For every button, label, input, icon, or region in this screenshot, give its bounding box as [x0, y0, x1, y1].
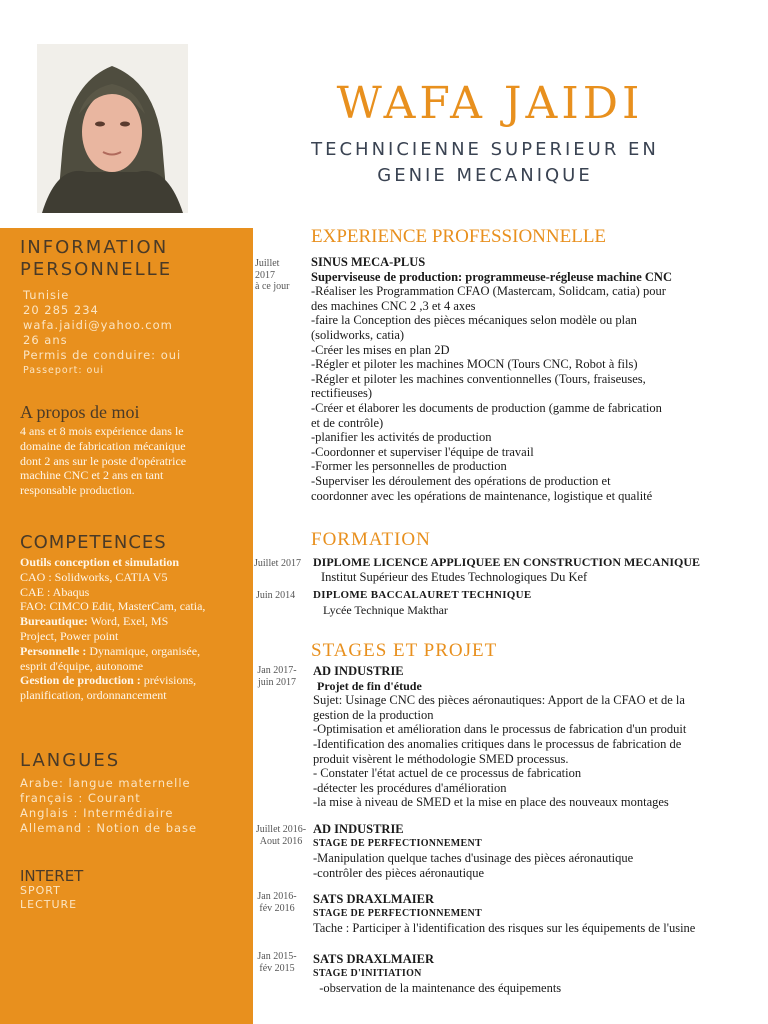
task-line: -Manipulation quelque taches d'usinage des pièces aéronautique [313, 851, 634, 866]
task-line: -Superviser les déroulement des opérations de production et [311, 473, 611, 488]
task-line: -faire la Conception des pièces mécaniques selon modèle ou plan [311, 313, 637, 328]
info-passport: Passeport: oui [23, 365, 105, 376]
task-line: gestion de la production [313, 707, 434, 722]
date-line: Aout 2016 [259, 835, 303, 847]
stage-2-date [252, 824, 310, 847]
profile-photo [37, 44, 188, 213]
job-title-line-2: GENIE MECANIQUE [377, 165, 593, 186]
interest-item: SPORT [20, 884, 61, 897]
stage-4-date [252, 951, 302, 974]
formation-entry-1 [313, 555, 700, 584]
task-line: des machines CNC 2 ,3 et 4 axes [311, 298, 476, 313]
languages-heading: LANGUES [20, 750, 121, 771]
date-line: juin 2017 [257, 676, 297, 688]
date-line: Jan 2015- [257, 951, 297, 962]
date-line: à ce jour [255, 281, 290, 292]
languages-list [20, 776, 197, 836]
task-line: -Coordonner et superviser l'équipe de travail [311, 444, 534, 459]
task-line: Sujet: Usinage CNC des pièces aéronautiques: Apport de la CFAO et de la [313, 693, 685, 708]
company-name: SATS DRAXLMAIER [313, 892, 434, 906]
job-role: Projet de fin d'étude [317, 678, 422, 693]
company-name: SINUS MECA-PLUS [311, 255, 426, 269]
experience-entry [311, 255, 672, 503]
candidate-name: WAFA JAIDI [336, 78, 644, 129]
skill-category: Gestion de production : [20, 673, 141, 688]
interest-item: LECTURE [20, 898, 78, 911]
info-heading [20, 237, 172, 281]
language-item: Anglais : Intermédiaire [20, 806, 174, 820]
stage-4-entry [313, 952, 561, 996]
personal-info [23, 288, 181, 378]
job-role: STAGE DE PERFECTIONNEMENT [313, 907, 483, 919]
about-text [20, 424, 186, 498]
task-line: et de contrôle) [311, 415, 384, 430]
task-line: -détecter les procédures d'amélioration [313, 780, 507, 795]
info-country: Tunisie [23, 288, 70, 302]
task-line: -Identification des anomalies critiques dans le processus de fabrication de [313, 736, 682, 751]
info-license: Permis de conduire: oui [23, 348, 182, 362]
task-line: -observation de la maintenance des équipements [313, 981, 562, 996]
job-role: STAGE DE PERFECTIONNEMENT [313, 837, 483, 849]
formation-date-2: Juin 2014 [256, 590, 296, 601]
task-line: -Former les personnelles de production [311, 459, 507, 474]
about-line: dont 2 ans sur le poste d'opératrice [20, 453, 187, 468]
skill-item: planification, ordonnancement [20, 688, 167, 703]
experience-heading: EXPERIENCE PROFESSIONNELLE [311, 226, 607, 247]
stage-3-date [252, 891, 302, 914]
info-heading-line-1: INFORMATION [20, 237, 169, 258]
degree-name: DIPLOME BACCALAURET TECHNIQUE [313, 589, 532, 601]
skills-list [20, 555, 205, 703]
job-role: STAGE D'INITIATION [313, 967, 422, 979]
skill-category: Bureautique: [20, 614, 88, 629]
stage-2-entry [313, 822, 633, 880]
task-line: coordonner avec les opérations de maintenance, logistique et qualité [311, 488, 653, 503]
task-line: -planifier les activités de production [311, 430, 492, 445]
date-line: Juillet 2016- [255, 824, 307, 835]
task-line: -Réaliser les Programmation CFAO (Mastercam, Solidcam, catia) pour [311, 284, 666, 299]
task-line: produit visèrent le méthodologie SMED processus. [313, 751, 569, 766]
task-line: -Régler et piloter les machines MOCN (Tours CNC, Robot à fils) [311, 357, 638, 372]
company-name: AD INDUSTRIE [313, 822, 404, 836]
date-line: Jan 2016- [257, 891, 297, 902]
task-line: -Créer les mises en plan 2D [311, 342, 450, 357]
skills-heading: COMPETENCES [20, 532, 167, 553]
task-line: (solidworks, catia) [311, 327, 405, 342]
stage-1-date [252, 665, 302, 688]
formation-heading: FORMATION [311, 529, 431, 550]
job-role: Superviseuse de production: programmeuse-régleuse machine CNC [311, 269, 672, 284]
task-line: -Régler et piloter les machines conventionnelles (Tours, fraiseuses, [311, 371, 646, 386]
skill-item: Project, Power point [20, 628, 119, 643]
language-item: Arabe: langue maternelle [20, 776, 191, 790]
task-line: -contrôler des pièces aéronautique [313, 865, 485, 880]
skill-item: prévisions, [140, 673, 197, 688]
task-line: - Constater l'état actuel de ce processus de fabrication [313, 766, 582, 781]
info-email: wafa.jaidi@yahoo.com [23, 318, 173, 332]
job-title-line-1: TECHNICIENNE SUPERIEUR EN [311, 139, 659, 160]
about-line: domaine de fabrication mécanique [20, 438, 186, 453]
date-line: fév 2015 [259, 962, 295, 974]
task-line: -Optimisation et amélioration dans le processus de fabrication d'un produit [313, 722, 687, 737]
portrait-image [37, 44, 188, 213]
degree-name: DIPLOME LICENCE APPLIQUEE EN CONSTRUCTION MECANIQUE [313, 555, 701, 569]
skill-item: Dynamique, organisée, [86, 643, 201, 658]
experience-date [255, 258, 305, 293]
language-item: Allemand : Notion de base [20, 821, 198, 835]
interests-heading: INTERET [20, 867, 84, 885]
about-line: machine CNC et 2 ans en tant [20, 468, 164, 483]
task-line: Tache : Participer à l'identification des risques sur les équipements de l'usine [313, 921, 696, 936]
language-item: français : Courant [20, 791, 141, 805]
date-line: Juillet [255, 258, 280, 269]
skill-item: CAO : Solidworks, CATIA V5 [20, 569, 168, 584]
info-age: 26 ans [23, 333, 68, 347]
task-line: -la mise à niveau de SMED et la mise en place des nouveaux montages [313, 795, 669, 810]
stages-heading: STAGES ET PROJET [311, 640, 498, 661]
skill-category: Outils conception et simulation [20, 555, 180, 569]
formation-entry-2 [313, 588, 532, 617]
about-line: responsable production. [20, 483, 135, 498]
job-title [280, 137, 690, 189]
school-name: Institut Supérieur des Etudes Technologiques Du Kef [321, 569, 588, 584]
skill-item: CAE : Abaqus [20, 584, 90, 599]
skill-item: Word, Exel, MS [87, 614, 169, 629]
task-line: -Créer et élaborer les documents de production (gamme de fabrication [311, 400, 662, 415]
stage-1-entry [313, 664, 686, 810]
school-name: Lycée Technique Makthar [323, 602, 448, 617]
info-phone: 20 285 234 [23, 303, 99, 317]
date-line: fév 2016 [259, 902, 295, 914]
skill-category: Personnelle : [20, 643, 87, 658]
skill-item: FAO: CIMCO Edit, MasterCam, catia, [20, 599, 206, 614]
stage-3-entry [313, 892, 695, 936]
formation-date-1: Juillet 2017 [254, 558, 301, 569]
company-name: AD INDUSTRIE [313, 664, 404, 678]
info-heading-line-2: PERSONNELLE [20, 259, 173, 280]
company-name: SATS DRAXLMAIER [313, 952, 434, 966]
interests-list [20, 884, 77, 912]
skill-item: esprit d'équipe, autonome [20, 658, 144, 673]
about-line: 4 ans et 8 mois expérience dans le [20, 424, 184, 438]
date-line: Jan 2017- [257, 665, 297, 676]
about-heading: A propos de moi [20, 402, 140, 422]
date-line: 2017 [255, 269, 275, 281]
task-line: rectifieuses) [311, 386, 373, 401]
